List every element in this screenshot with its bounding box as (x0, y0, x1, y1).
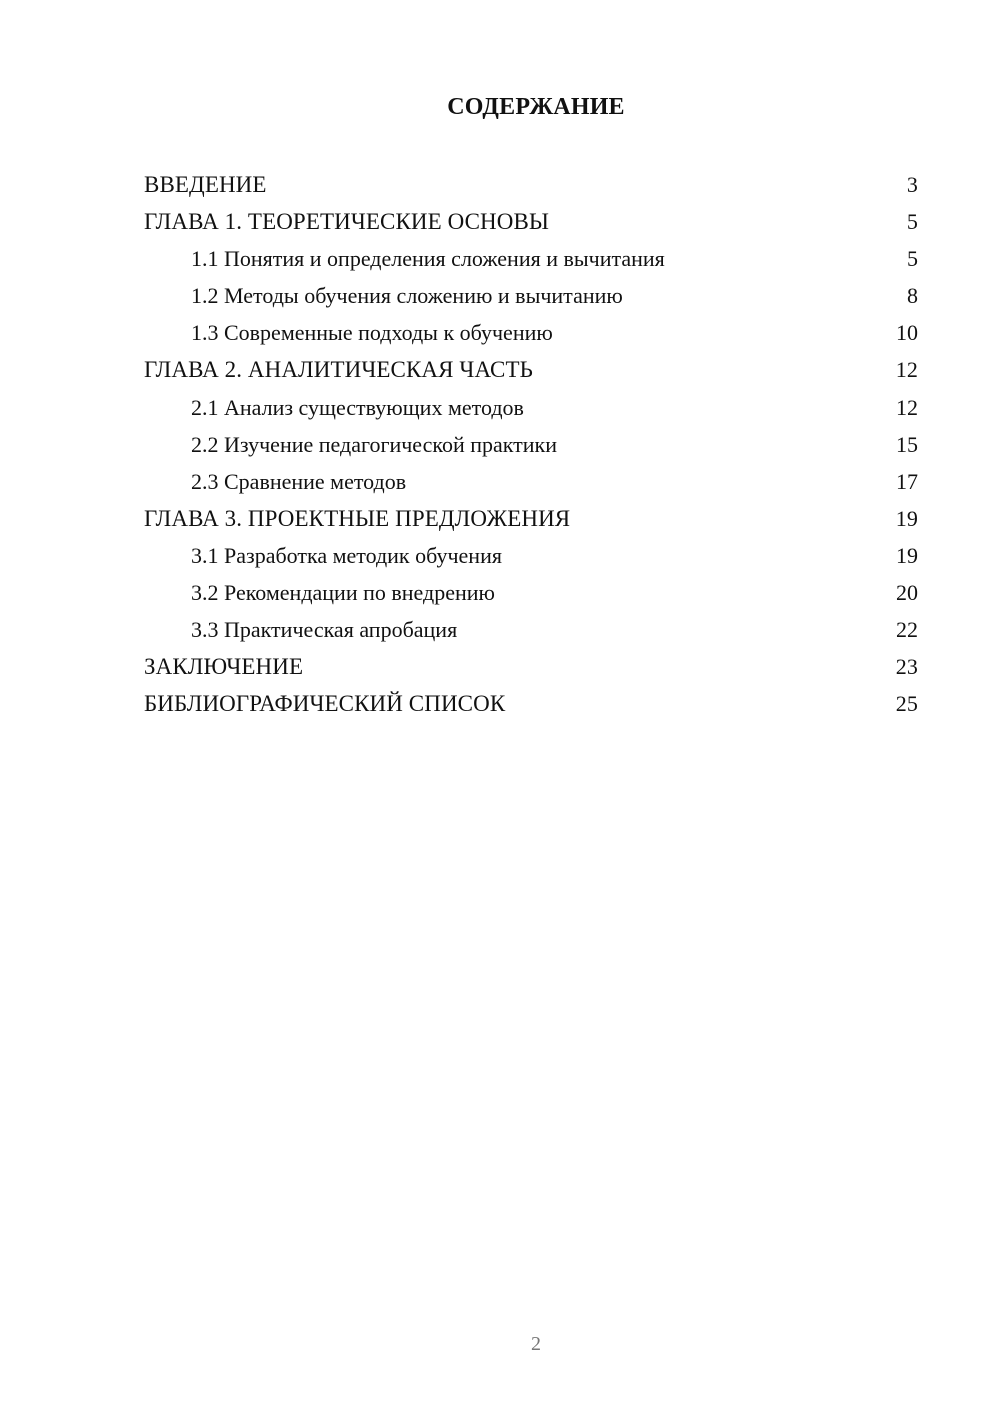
toc-entry-label: 1.1 Понятия и определения сложения и вычитания (191, 246, 665, 272)
toc-entry-label: 2.3 Сравнение методов (191, 468, 407, 494)
toc-entry-page: 17 (896, 468, 918, 494)
toc-entry-page: 20 (896, 580, 918, 606)
toc-entry-section-2-1 (144, 389, 918, 426)
toc-entry-label: ВВЕДЕНИЕ (144, 172, 267, 197)
toc-entry-page: 5 (907, 246, 918, 272)
toc-entry-chapter-2 (144, 351, 918, 388)
toc-entry-label: 3.2 Рекомендации по внедрению (191, 580, 495, 606)
toc-entry-label: ЗАКЛЮЧЕНИЕ (144, 654, 304, 680)
toc-entry-chapter-3 (144, 500, 918, 537)
toc-entry-label: 1.3 Современные подходы к обучению (191, 320, 553, 346)
toc-entry-page: 19 (896, 542, 918, 568)
toc-entry-section-1-2 (144, 277, 918, 314)
toc-entry-section-2-3 (144, 463, 918, 500)
toc-entry-label: 2.2 Изучение педагогической практики (191, 431, 558, 457)
toc-entry-page: 15 (896, 431, 918, 457)
toc-entry-page: 23 (895, 654, 918, 680)
toc-entry-label: 3.1 Разработка методик обучения (191, 542, 502, 568)
toc-entry-page: 12 (895, 357, 918, 383)
page-number: 2 (531, 1333, 541, 1355)
toc-entry-label: ГЛАВА 1. ТЕОРЕТИЧЕСКИЕ ОСНОВЫ (144, 209, 550, 235)
toc-entry-section-1-1 (144, 240, 918, 277)
toc-entry-chapter-1 (144, 203, 918, 240)
toc-entry-section-3-1 (144, 537, 918, 574)
toc-entry-label: 3.3 Практическая апробация (191, 617, 458, 643)
toc-entry-bibliography (144, 685, 918, 722)
toc-entry-conclusion (144, 648, 918, 685)
toc-entry-label: ГЛАВА 2. АНАЛИТИЧЕСКАЯ ЧАСТЬ (144, 357, 533, 383)
toc-entry-section-3-3 (144, 611, 918, 648)
toc-entry-label: 2.1 Анализ существующих методов (191, 394, 524, 420)
toc-entry-page: 22 (896, 617, 918, 643)
toc-entry-page: 25 (895, 691, 918, 717)
toc-entry-introduction (144, 166, 918, 203)
toc-entry-page: 8 (907, 283, 918, 309)
toc-entry-label: БИБЛИОГРАФИЧЕСКИЙ СПИСОК (144, 691, 506, 717)
toc-entry-page: 12 (896, 394, 918, 420)
toc-entry-label: 1.2 Методы обучения сложению и вычитанию (191, 283, 623, 309)
table-of-contents (144, 166, 918, 722)
toc-entry-page: 3 (906, 172, 918, 197)
toc-entry-section-3-2 (144, 574, 918, 611)
toc-entry-page: 10 (896, 320, 918, 346)
toc-title: СОДЕРЖАНИЕ (447, 94, 625, 120)
toc-entry-label: ГЛАВА 3. ПРОЕКТНЫЕ ПРЕДЛОЖЕНИЯ (144, 505, 571, 531)
toc-entry-section-1-3 (144, 314, 918, 351)
toc-entry-section-2-2 (144, 426, 918, 463)
toc-entry-page: 19 (895, 505, 918, 531)
toc-entry-page: 5 (906, 209, 918, 235)
